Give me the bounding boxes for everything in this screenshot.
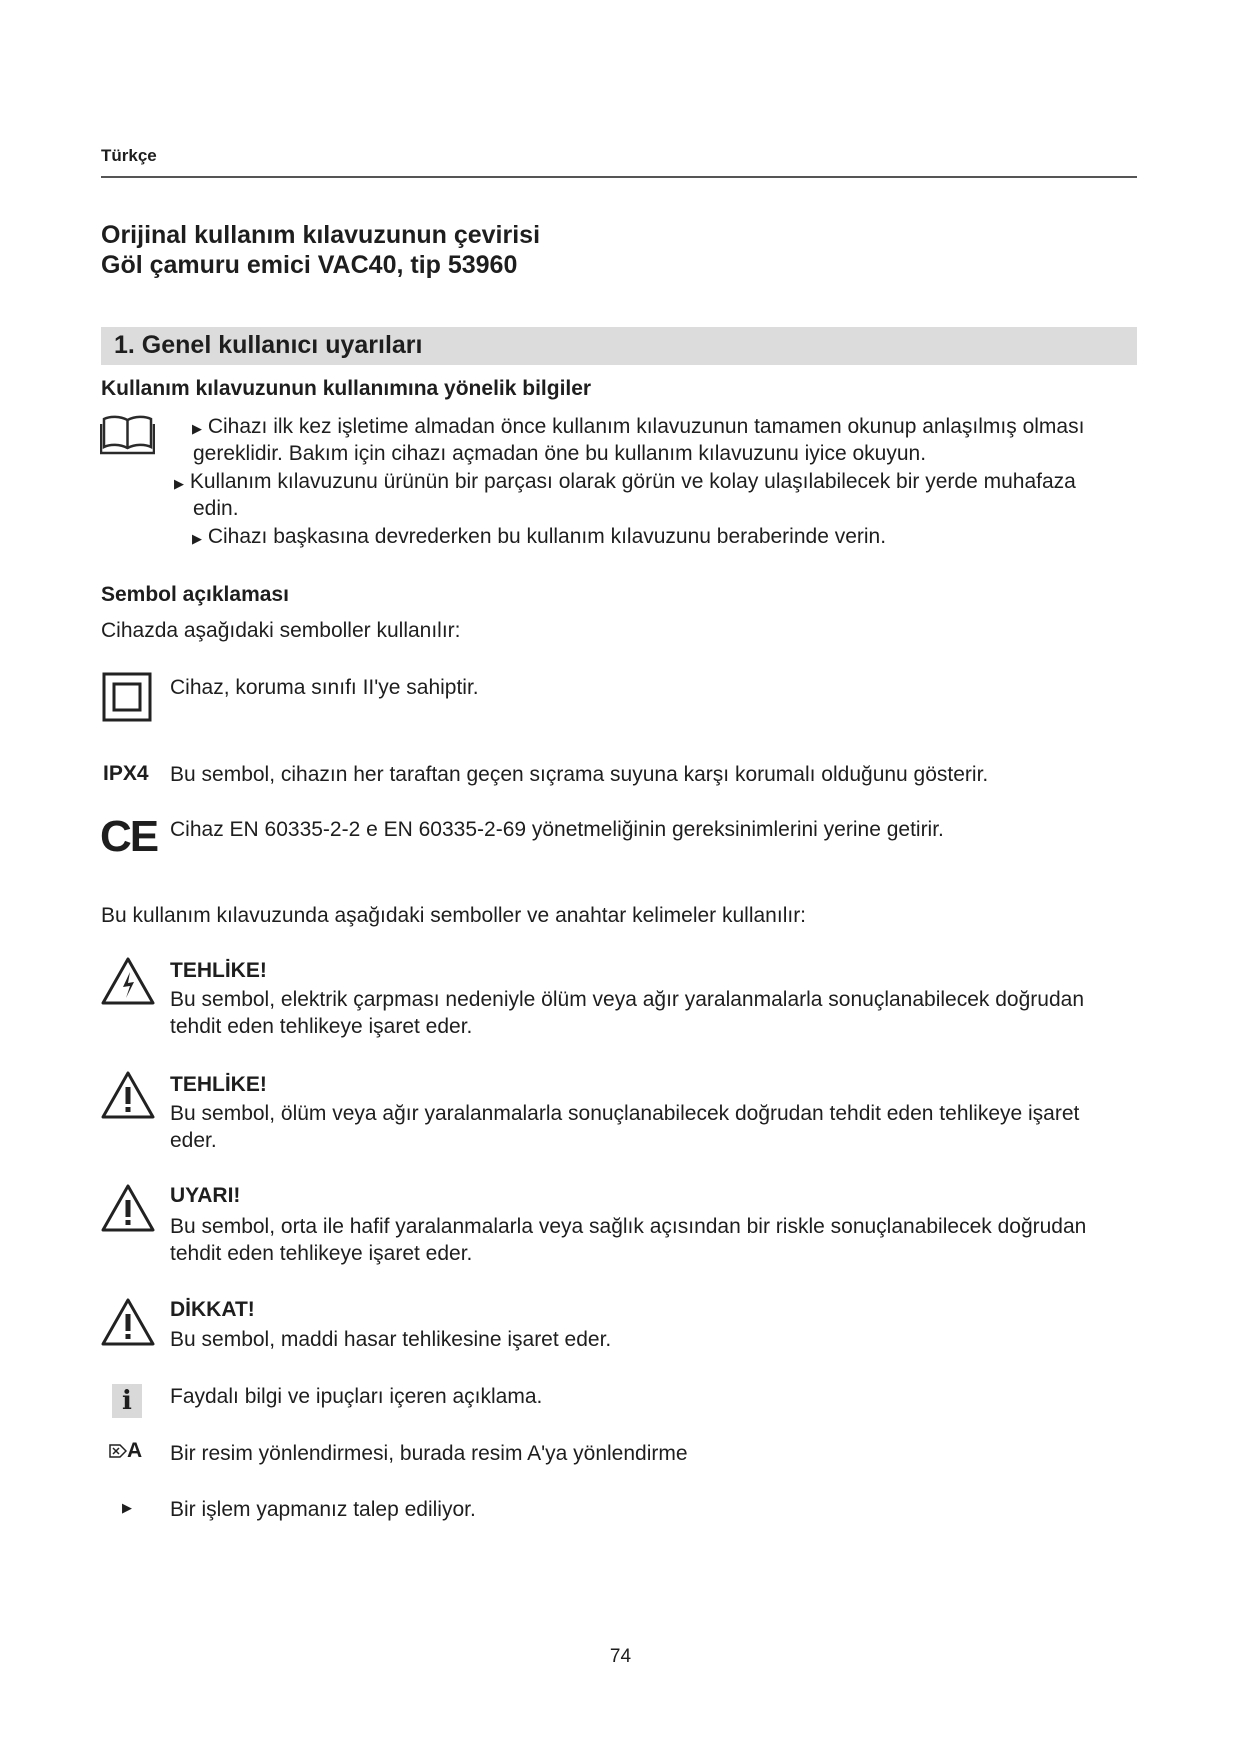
class-ii-icon bbox=[102, 672, 152, 722]
ce-description: Cihaz EN 60335-2-2 e EN 60335-2-69 yönetmeliğinin gereksinimlerini yerine getirir. bbox=[170, 818, 944, 841]
figure-reference-label: A bbox=[127, 1439, 143, 1462]
section-heading: 1. Genel kullanıcı uyarıları bbox=[114, 331, 423, 359]
page-number: 74 bbox=[609, 1646, 632, 1667]
warning-icon bbox=[100, 1070, 156, 1120]
list-item bbox=[174, 468, 1076, 497]
figure-reference-symbol bbox=[109, 1439, 142, 1463]
symbols-intro: Cihazda aşağıdaki semboller kullanılır: bbox=[101, 619, 461, 642]
warning-keyword: TEHLİKE! bbox=[170, 959, 267, 982]
list-item-text: Cihazı ilk kez işletime almadan önce kullanım kılavuzunun tamamen okunup anlaşılmış olması bbox=[207, 415, 1085, 438]
bullet-arrow-icon: ▶ bbox=[174, 476, 184, 491]
symbols-heading: Sembol açıklaması bbox=[101, 583, 289, 606]
header-divider bbox=[101, 176, 1137, 178]
book-icon bbox=[100, 414, 155, 456]
manual-symbols-intro: Bu kullanım kılavuzunda aşağıdaki semboller ve anahtar kelimeler kullanılır: bbox=[101, 904, 807, 927]
list-item bbox=[192, 413, 1084, 442]
action-description: Bir işlem yapmanız talep ediliyor. bbox=[170, 1498, 476, 1521]
action-arrow-icon: ▶ bbox=[122, 1500, 132, 1515]
warning-text: Bu sembol, maddi hasar tehlikesine işaret eder. bbox=[170, 1328, 612, 1351]
warning-text: Bu sembol, elektrik çarpması nedeniyle ölüm veya ağır yaralanmalarla sonuçlanabilecek doğrudan bbox=[170, 988, 1084, 1011]
warning-text: Bu sembol, ölüm veya ağır yaralanmalarla sonuçlanabilecek doğrudan tehdit eden tehlikeye işaret bbox=[170, 1102, 1080, 1125]
document-subtitle: Göl çamuru emici VAC40, tip 53960 bbox=[101, 251, 518, 279]
warning-text: tehdit eden tehlikeye işaret eder. bbox=[170, 1242, 473, 1265]
electric-warning-icon bbox=[100, 956, 156, 1006]
document-title: Orijinal kullanım kılavuzunun çevirisi bbox=[101, 221, 541, 249]
figure-arrow-icon bbox=[109, 1444, 127, 1458]
warning-icon bbox=[100, 1183, 156, 1233]
figure-reference-description: Bir resim yönlendirmesi, burada resim A'ya yönlendirme bbox=[170, 1442, 688, 1465]
warning-text: tehdit eden tehlikeye işaret eder. bbox=[170, 1015, 473, 1038]
bullet-arrow-icon: ▶ bbox=[192, 531, 202, 546]
warning-keyword: TEHLİKE! bbox=[170, 1073, 267, 1096]
list-item-text: Cihazı başkasına devrederken bu kullanım kılavuzunu beraberinde verin. bbox=[207, 525, 887, 548]
bullet-arrow-icon: ▶ bbox=[192, 421, 202, 436]
warning-icon bbox=[100, 1297, 156, 1347]
class-ii-description: Cihaz, koruma sınıfı II'ye sahiptir. bbox=[170, 676, 479, 699]
warning-keyword: DİKKAT! bbox=[170, 1298, 255, 1321]
info-description: Faydalı bilgi ve ipuçları içeren açıklama. bbox=[170, 1385, 543, 1408]
ce-mark-icon: CE bbox=[100, 812, 158, 861]
warning-text: Bu sembol, orta ile hafif yaralanmalarla veya sağlık açısından bir riskle sonuçlanabilecek doğrudan bbox=[170, 1215, 1087, 1238]
list-item-continuation: gereklidir. Bakım için cihazı açmadan öne bu kullanım kılavuzunu iyice okuyun. bbox=[193, 442, 927, 465]
list-item-text: Kullanım kılavuzunu ürünün bir parçası olarak görün ve kolay ulaşılabilecek bir yerde muhafaza bbox=[189, 470, 1076, 493]
warning-keyword: UYARI! bbox=[170, 1184, 241, 1207]
list-item-continuation: edin. bbox=[193, 497, 239, 520]
manual-usage-heading: Kullanım kılavuzunun kullanımına yönelik bilgiler bbox=[101, 377, 592, 400]
ipx4-label: IPX4 bbox=[103, 762, 149, 785]
list-item bbox=[192, 523, 886, 552]
info-icon: i bbox=[112, 1384, 142, 1418]
warning-text: eder. bbox=[170, 1129, 217, 1152]
language-label: Türkçe bbox=[101, 146, 157, 165]
ipx4-description: Bu sembol, cihazın her taraftan geçen sıçrama suyuna karşı korumalı olduğunu gösterir. bbox=[170, 763, 989, 786]
